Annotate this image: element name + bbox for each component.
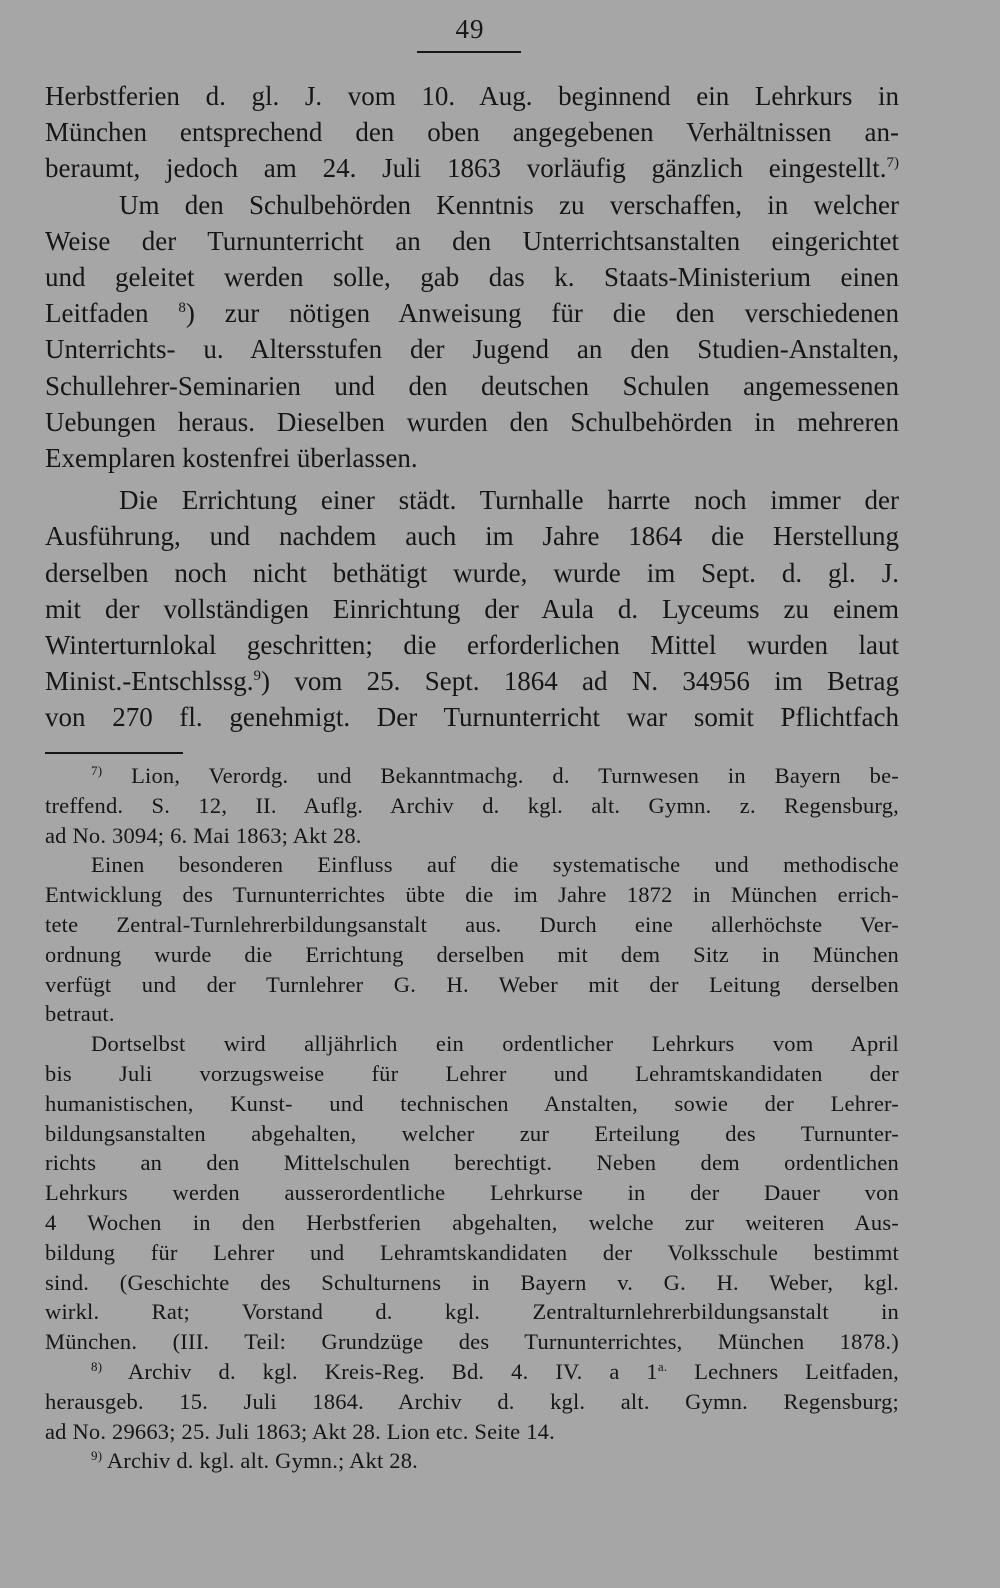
footnote-line: bildungsanstalten abgehalten, welcher zur Erteilung des Turnunter- xyxy=(45,1120,899,1146)
page-number: 49 xyxy=(455,14,485,44)
footnote-line: treffend. S. 12, II. Auflg. Archiv d. kgl. alt. Gymn. z. Regensburg, xyxy=(45,792,899,818)
footnote-line: ad No. 3094; 6. Mai 1863; Akt 28. xyxy=(45,822,362,848)
footnote-ref-7: 7) xyxy=(886,155,899,172)
footnote-line: München. (III. Teil: Grundzüge des Turnunterrichtes, München 1878.) xyxy=(45,1329,899,1355)
footnote-line: richts an den Mittelschulen berechtigt. Neben dem ordentlichen xyxy=(45,1150,899,1176)
footnotes xyxy=(45,761,899,1476)
footnote-line: ordnung wurde die Errichtung derselben mit dem Sitz in München xyxy=(45,941,899,967)
text-line: Weise der Turnunterricht an den Unterrichtsanstalten eingerichtet xyxy=(45,225,899,256)
footnote-mark-9: 9) xyxy=(91,1448,103,1464)
text-line: Um den Schulbehörden Kenntnis zu verschaffen, in welcher xyxy=(119,189,899,220)
text-line: von 270 fl. genehmigt. Der Turnunterricht war somit Pflichtfach xyxy=(45,702,899,733)
footnote-line: herausgeb. 15. Juli 1864. Archiv d. kgl. alt. Gymn. Regensburg; xyxy=(45,1388,899,1414)
text-line: Ausführung, und nachdem auch im Jahre 1864 die Herstellung xyxy=(45,521,899,552)
footnote-line: humanistischen, Kunst- und technischen Anstalten, sowie der Lehrer- xyxy=(45,1090,899,1116)
text-line: beraumt, jedoch am 24. Juli 1863 vorläufig gänzlich eingestellt.$^{7)}$ xyxy=(45,153,899,184)
text-line: Die Errichtung einer städt. Turnhalle harrte noch immer der xyxy=(119,485,899,516)
footnote-line: $^{9)}$ Archiv d. kgl. alt. Gymn.; Akt 28. xyxy=(91,1448,418,1474)
footnote-mark-7: 7) xyxy=(91,763,103,778)
footnote-line: $^{7)}$ Lion, Verordg. und Bekanntmachg. d. Turnwesen in Bayern be- xyxy=(91,763,899,788)
footnote-line: Dortselbst wird alljährlich ein ordentlicher Lehrkurs vom April xyxy=(91,1031,899,1057)
text-line: und geleitet werden solle, gab das k. Staats-Ministerium einen xyxy=(45,262,899,293)
footnote-ref-8: 8 xyxy=(178,300,186,317)
text-line: Leitfaden $^8$) zur nötigen Anweisung für die den verschiedenen xyxy=(45,298,900,329)
footnote-line: bis Juli vorzugsweise für Lehrer und Lehramtskandidaten der xyxy=(45,1060,899,1086)
text-line: mit der vollständigen Einrichtung der Aula d. Lyceums zu einem xyxy=(45,593,899,624)
footnote-line: tete Zentral-Turnlehrerbildungsanstalt aus. Durch eine allerhöchste Ver- xyxy=(45,911,899,937)
footnote-line: bildung für Lehrer und Lehramtskandidaten der Volksschule bestimmt xyxy=(45,1239,899,1265)
text-line: Exemplaren kostenfrei überlassen. xyxy=(45,443,418,474)
footnote-line: 4 Wochen in den Herbstferien abgehalten, welche zur weiteren Aus- xyxy=(45,1209,899,1235)
text-line: Uebungen heraus. Dieselben wurden den Schulbehörden in mehreren xyxy=(45,406,899,437)
footnote-line: betraut. xyxy=(45,1001,115,1027)
text-line: Winterturnlokal geschritten; die erforderlichen Mittel wurden laut xyxy=(45,630,899,661)
footnote-line: Lehrkurs werden ausserordentliche Lehrkurse in der Dauer von xyxy=(45,1180,899,1206)
text-line: Schullehrer-Seminarien und den deutschen Schulen angemessenen xyxy=(45,370,899,401)
footnote-line: $^{8)}$ Archiv d. kgl. Kreis-Reg. Bd. 4. IV. a $1^{a.}$ Lechners Leitfaden, xyxy=(91,1358,900,1384)
text-line: Unterrichts- u. Altersstufen der Jugend an den Studien-Anstalten, xyxy=(45,334,899,365)
text-line: Herbstferien d. gl. J. vom 10. Aug. beginnend ein Lehrkurs in xyxy=(45,81,899,111)
footnote-line: verfügt und der Turnlehrer G. H. Weber mit der Leitung derselben xyxy=(45,971,899,997)
footnote-line: Entwicklung des Turnunterrichtes übte die im Jahre 1872 in München errich- xyxy=(45,882,899,908)
footnote-line: wirkl. Rat; Vorstand d. kgl. Zentralturnlehrerbildungsanstalt in xyxy=(45,1299,899,1325)
text-line: München entsprechend den oben angegebenen Verhältnissen an- xyxy=(45,117,899,148)
footnote-line: Einen besonderen Einfluss auf die systematische und methodische xyxy=(91,852,899,878)
main-text xyxy=(45,78,899,736)
footnote-line: sind. (Geschichte des Schulturnens in Bayern v. G. H. Weber, kgl. xyxy=(45,1269,899,1295)
page-number-underline xyxy=(417,51,521,53)
footnote-line: ad No. 29663; 25. Juli 1863; Akt 28. Lion etc. Seite 14. xyxy=(45,1418,555,1444)
text-line: derselben noch nicht bethätigt wurde, wurde im Sept. d. gl. J. xyxy=(45,557,899,588)
footnote-separator xyxy=(45,752,183,754)
footnote-ref-9: 9 xyxy=(253,668,262,685)
footnote-mark-8: 8) xyxy=(91,1358,103,1374)
text-line: Minist.-Entschlssg.$^9$) vom 25. Sept. 1864 ad N. 34956 im Betrag xyxy=(45,666,899,697)
